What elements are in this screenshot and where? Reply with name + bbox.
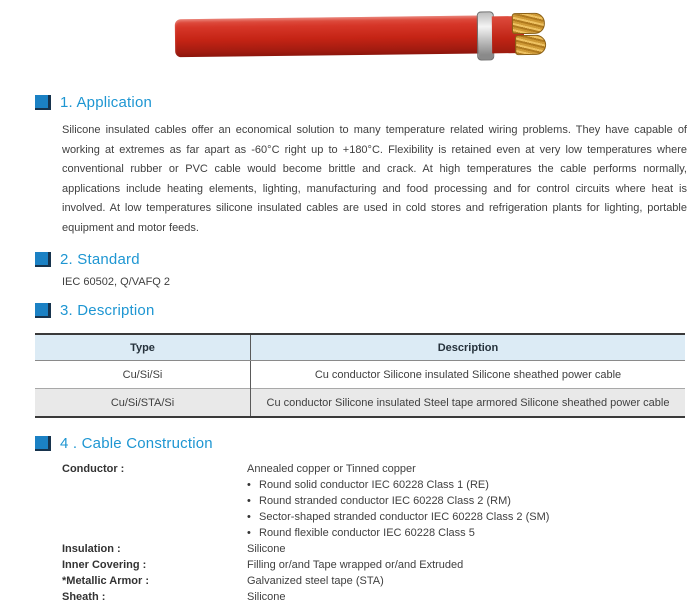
table-header-description: Description xyxy=(251,334,686,361)
conductor-bullet-item xyxy=(247,525,685,541)
cable-product-image xyxy=(0,0,700,80)
cable-copper-conductor-bottom xyxy=(515,35,546,55)
table-row xyxy=(35,361,685,389)
section-heading-description xyxy=(35,302,685,319)
construction-list xyxy=(62,461,685,605)
construction-label: *Metallic Armor : xyxy=(62,575,150,587)
conductor-bullet-item xyxy=(247,509,685,525)
section-heading-standard xyxy=(35,251,685,268)
bullet-text: Sector-shaped stranded conductor IEC 60228 Class 2 (SM) xyxy=(259,511,550,523)
construction-label: Sheath : xyxy=(62,591,106,603)
bullet-dot-icon: • xyxy=(247,495,251,507)
table-header-row xyxy=(35,334,685,361)
table-cell-type: Cu/Si/STA/Si xyxy=(35,389,251,418)
table-cell-description: Cu conductor Silicone insulated Steel tape armored Silicone sheathed power cable xyxy=(251,389,686,418)
section-title: 2. Standard xyxy=(60,251,140,268)
bullet-dot-icon: • xyxy=(247,527,251,539)
section-bullet-square-icon xyxy=(35,95,51,110)
section-bullet-square-icon xyxy=(35,436,51,451)
construction-value: Silicone xyxy=(247,543,286,555)
description-table xyxy=(35,333,685,418)
construction-value: Filling or/and Tape wrapped or/and Extruded xyxy=(247,559,464,571)
table-row xyxy=(35,389,685,418)
datasheet-content xyxy=(0,80,700,605)
section-title: 3. Description xyxy=(60,302,155,319)
construction-value: Annealed copper or Tinned copper xyxy=(247,463,416,475)
section-heading-application xyxy=(35,94,685,111)
construction-label: Conductor : xyxy=(62,463,125,475)
application-paragraph: Silicone insulated cables offer an economical solution to many temperature related wiring problems. They have capable of working at extremes as far apart as -60°C right up to +180°C. Flexibility is retained even at very low temperatures where conventional rubber or PVC cable would become brittle and crack. At high temperatures the cable performs normally, applications include heating elements, lighting, manufacturing and food processing and for control circuits where heat is involved. At low temperatures silicone insulated cables are used in cold stores and refrigeration plants for lighting, portable equipment and motor feeds. xyxy=(62,124,687,234)
conductor-bullet-item xyxy=(247,477,685,493)
cable-copper-conductor-top xyxy=(512,13,545,34)
construction-label: Inner Covering : xyxy=(62,559,147,571)
standard-value: IEC 60502, Q/VAFQ 2 xyxy=(62,276,171,288)
cable-graphic xyxy=(175,10,546,65)
construction-value: Silicone xyxy=(247,591,286,603)
construction-label: Insulation : xyxy=(62,543,121,555)
table-header-type: Type xyxy=(35,334,251,361)
section-title: 1. Application xyxy=(60,94,153,111)
table-cell-description: Cu conductor Silicone insulated Silicone sheathed power cable xyxy=(314,368,622,381)
conductor-bullet-item xyxy=(247,493,685,509)
construction-row-inner-covering xyxy=(62,557,685,573)
section-heading-cable-construction xyxy=(35,435,685,452)
bullet-dot-icon: • xyxy=(247,511,251,523)
section-title: 4 . Cable Construction xyxy=(60,435,213,452)
section-bullet-square-icon xyxy=(35,303,51,318)
construction-row-insulation xyxy=(62,541,685,557)
bullet-text: Round solid conductor IEC 60228 Class 1 (RE) xyxy=(259,479,489,491)
bullet-text: Round flexible conductor IEC 60228 Class 5 xyxy=(259,527,475,539)
construction-value: Galvanized steel tape (STA) xyxy=(247,575,384,587)
bullet-dot-icon: • xyxy=(247,479,251,491)
bullet-text: Round stranded conductor IEC 60228 Class 2 (RM) xyxy=(259,495,511,507)
construction-row-conductor xyxy=(62,461,685,477)
cable-red-sheath xyxy=(175,16,480,58)
construction-row-sheath xyxy=(62,589,685,605)
table-cell-type: Cu/Si/Si xyxy=(35,361,251,389)
construction-row-metallic-armor xyxy=(62,573,685,589)
section-bullet-square-icon xyxy=(35,252,51,267)
